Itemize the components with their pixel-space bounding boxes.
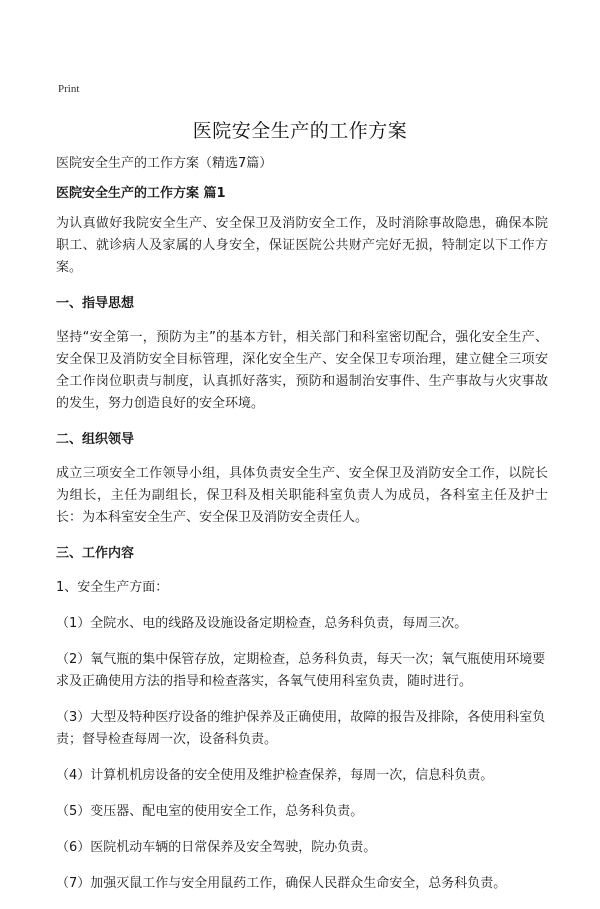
list-item: （5）变压器、配电室的使用安全工作，总务科负责。 — [56, 804, 364, 819]
list-item: （3）大型及特种医疗设备的维护保养及正确使用，故障的报告及排除，各使用科室负责；督导检查每周一次，设备科负责。 — [56, 710, 546, 747]
list-item: （2）氧气瓶的集中保管存放，定期检查，总务科负责，每天一次；氧气瓶使用环境要求及正确使用方法的指导和检查落实，各氧气使用科室负责，随时进行。 — [56, 652, 546, 689]
section-heading-guiding-ideology: 一、指导思想 — [56, 296, 135, 311]
document-subtitle: 医院安全生产的工作方案（精选7篇） — [56, 156, 273, 171]
page-title: 医院安全生产的工作方案 — [192, 120, 408, 142]
section-heading-work-content: 三、工作内容 — [56, 546, 135, 561]
subsection-heading-safety: 1、安全生产方面： — [56, 580, 169, 595]
list-item: （7）加强灭鼠工作与安全用鼠药工作，确保人民群众生命安全，总务科负责。 — [56, 876, 507, 891]
list-item: （6）医院机动车辆的日常保养及安全驾驶，院办负责。 — [56, 840, 377, 855]
section-text-leadership: 成立三项安全工作领导小组，具体负责安全生产、安全保卫及消防安全工作，以院长为组长，主任为副组长，保卫科及相关职能科室负责人为成员，各科室主任及护士长：为本科室安全生产、安全保卫及消防安全责任人。 — [56, 466, 548, 525]
print-label: Print — [58, 83, 80, 95]
intro-paragraph: 为认真做好我院安全生产、安全保卫及消防安全工作，及时消除事故隐患，确保本院职工、就诊病人及家属的人身安全，保证医院公共财产完好无损，特制定以下工作方案。 — [56, 216, 548, 275]
section-heading-leadership: 二、组织领导 — [56, 432, 135, 447]
document-body — [56, 153, 548, 909]
article-heading: 医院安全生产的工作方案 篇1 — [56, 186, 226, 201]
list-item: （4）计算机机房设备的安全使用及维护检查保养，每周一次，信息科负责。 — [56, 768, 494, 783]
list-item: （1）全院水、电的线路及设施设备定期检查，总务科负责，每周三次。 — [56, 616, 468, 631]
section-text-guiding-ideology: 坚持“安全第一，预防为主”的基本方针，相关部门和科室密切配合，强化安全生产、安全保卫及消防安全目标管理，深化安全生产、安全保卫专项治理，建立健全三项安全工作岗位职责与制度，认真抓好落实，预防和遏制治安事件、生产事故与火灾事故的发生，努力创造良好的安全环境。 — [56, 330, 548, 411]
